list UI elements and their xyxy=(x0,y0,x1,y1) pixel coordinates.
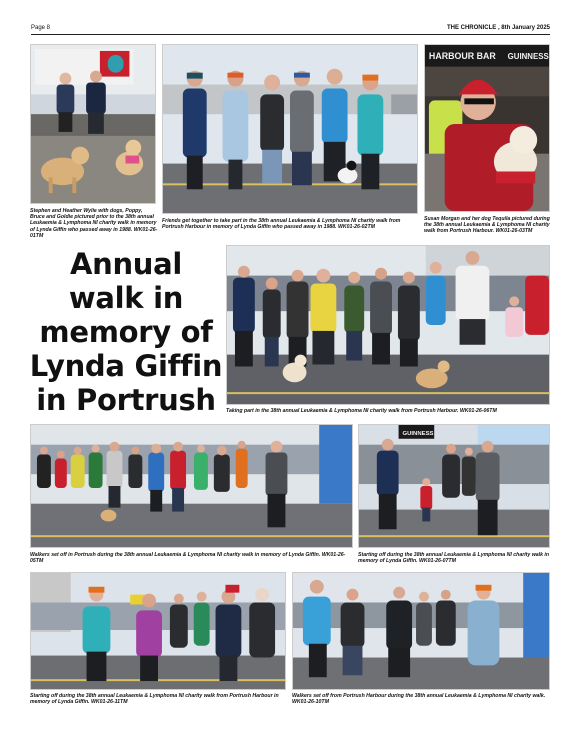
photo-caption: Walkers set off in Portrush during the 38th annual Leukaemia & Lymphoma NI charity walk in memory of Lynda Giffin. WK01-26-05TM xyxy=(30,552,346,565)
photo-caption: Susan Morgan and her dog Tequila pictured during the 38th annual Leukaemia & Lymphoma NI charity walk from Portrush Harbour. WK01-26-03TM xyxy=(424,216,550,235)
photo-couple-with-dogs xyxy=(30,44,156,204)
photo-caption: Walkers set off from Portrush Harbour during the 38th annual Leukaemia & Lymphoma NI charity walk. WK01-26-10TM xyxy=(292,693,546,706)
photo-starting-off-guinness xyxy=(358,424,550,548)
photo-caption: Starting off during the 38th annual Leukaemia & Lymphoma NI charity walk from Portrush Harbour in memory of Lynda Giffin. WK01-26-11TM xyxy=(30,693,279,706)
svg-text:GUINNESS: GUINNESS xyxy=(507,51,549,61)
photo-woman-with-dog xyxy=(424,44,550,212)
photo-caption: Starting off during the 38th annual Leukaemia & Lymphoma NI charity walk in memory of Lynda Giffin. WK01-26-07TM xyxy=(358,552,550,565)
article-headline: Annual walk in memory of Lynda Giffin in Portrush xyxy=(29,247,223,417)
photo-friends-group xyxy=(162,44,418,214)
header-rule xyxy=(31,34,550,35)
masthead-date: THE CHRONICLE , 8th January 2025 xyxy=(446,25,550,31)
photo-caption: Stephen and Heather Wylie with dogs, Poppy, Bruce and Goldie pictured prior to the 38th annual Leukaemia & Lymphoma NI charity walk in memory of Lynda Giffin who passed away in 1988. WK01-26-01TM xyxy=(30,208,158,239)
photo-walkers-harbour-set-off xyxy=(292,572,550,690)
photo-walkers-set-off xyxy=(30,424,353,548)
svg-text:HARBOUR BAR: HARBOUR BAR xyxy=(428,50,496,61)
photo-caption: Friends get together to take part in the 38th annual Leukaemia & Lymphoma NI charity walk from Portrush Harbour in memory of Lynda Giffin who passed away in 1988. WK01-26-02TM xyxy=(162,218,401,231)
photo-starting-off-harbour xyxy=(30,572,286,690)
page-number: Page 8 xyxy=(31,25,51,31)
photo-walk-crowd-harbour xyxy=(226,245,550,405)
svg-text:GUINNESS: GUINNESS xyxy=(402,430,434,437)
photo-caption: Taking part in the 38th annual Leukaemia & Lymphoma NI charity walk from Portrush Harbour. WK01-26-06TM xyxy=(226,408,497,414)
